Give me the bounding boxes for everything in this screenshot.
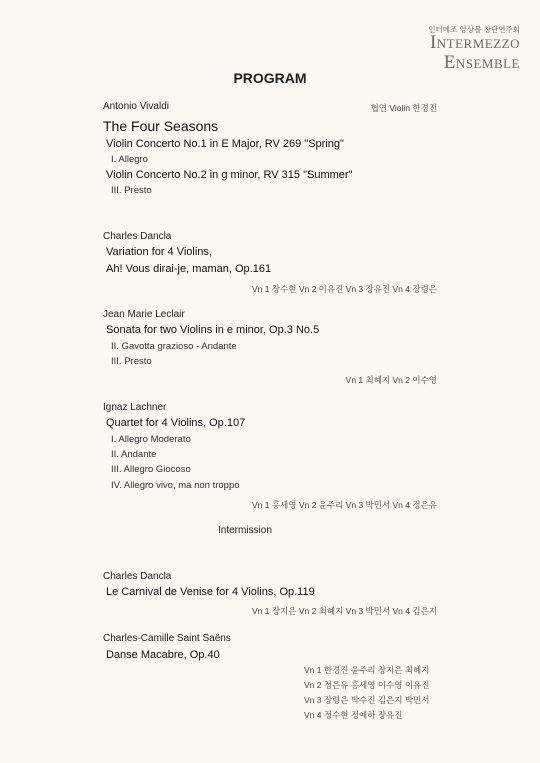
work-summer: Violin Concerto No.2 in g minor, RV 315 "Summer"	[106, 169, 353, 181]
movement-summer-3: III. Presto	[111, 185, 152, 196]
logo-line-intermezzo: Intermezzo	[429, 32, 520, 53]
work-danse-macabre: Danse Macabre, Op.40	[106, 649, 220, 661]
movement-sonata-3: III. Presto	[111, 356, 152, 367]
performers-lachner: Vn 1 홍세영 Vn 2 윤주리 Vn 3 박민서 Vn 4 정은유	[251, 500, 437, 510]
composer-vivaldi: Antonio Vivaldi	[103, 101, 169, 112]
performers-vn3: Vn 3 장령은 박수진 김은지 박민서	[304, 695, 430, 705]
page-title: PROGRAM	[233, 70, 307, 86]
work-carnival: Le Carnival de Venise for 4 Violins, Op.119	[106, 586, 315, 598]
work-variation-line2: Ah! Vous dirai-je, maman, Op.161	[106, 263, 272, 275]
movement-spring-1: I. Allegro	[111, 154, 148, 165]
work-variation-line1: Variation for 4 Violins,	[106, 246, 212, 258]
performers-dancla: Vn 1 장수현 Vn 2 이유진 Vn 3 장유진 Vn 4 장령은	[251, 284, 437, 294]
movement-quartet-1: I. Allegro Moderato	[111, 434, 191, 445]
performers-vn2: Vn 2 정은유 홍세영 이수영 이유진	[304, 680, 430, 690]
work-four-seasons: The Four Seasons	[103, 118, 219, 134]
movement-quartet-4: IV. Allegro vivo, ma non troppo	[111, 480, 240, 491]
performers-leclair: Vn 1 최혜지 Vn 2 이수영	[345, 375, 437, 385]
intermission: Intermission	[218, 525, 272, 536]
composer-dancla-2: Charles Dancla	[103, 571, 172, 582]
work-sonata: Sonata for two Violins in e minor, Op.3 No.5	[106, 324, 320, 336]
work-quartet: Quartet for 4 Violins, Op.107	[106, 417, 246, 429]
composer-leclair: Jean Marie Leclair	[103, 309, 185, 320]
movement-quartet-2: II. Andante	[111, 449, 157, 460]
performers-vn4: Vn 4 정수현 정예하 장유진	[304, 710, 403, 720]
composer-dancla: Charles Dancla	[103, 231, 172, 242]
logo-line-ensemble: Ensemble	[443, 52, 520, 73]
movement-quartet-3: III. Allegro Giocoso	[111, 464, 191, 475]
soloist-credit: 협연 Violin 한경진	[370, 103, 437, 113]
composer-lachner: Ignaz Lachner	[103, 402, 167, 413]
work-spring: Violin Concerto No.1 in E Major, RV 269 "Spring"	[106, 138, 344, 150]
performers-vn1: Vn 1 한경진 윤주리 장지은 최혜지	[304, 665, 430, 675]
movement-sonata-2: II. Gavotta grazioso - Andante	[111, 341, 237, 352]
performers-carnival: Vn 1 장지은 Vn 2 최혜지 Vn 3 박민서 Vn 4 김은지	[251, 606, 437, 616]
composer-saint-saens: Charles-Camille Saint Saëns	[103, 633, 231, 644]
logo-subtitle: 인터메조 앙상블 창단연주회	[428, 25, 520, 34]
